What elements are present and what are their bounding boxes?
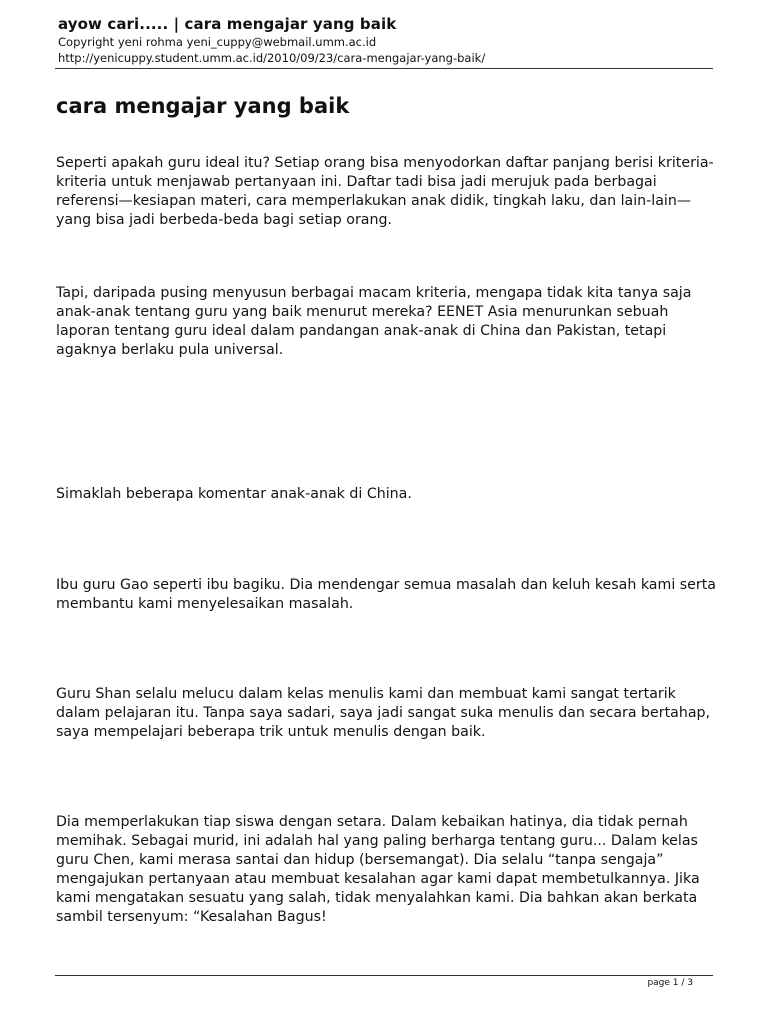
source-url[interactable]: http://yenicuppy.student.umm.ac.id/2010/09/23/cara-mengajar-yang-baik/ xyxy=(58,51,486,65)
paragraph-2: Tapi, daripada pusing menyusun berbagai macam kriteria, mengapa tidak kita tanya saja anak-anak tentang guru yang baik menurut mereka? EENET Asia menurunkan sebuah laporan tentang guru ideal dalam pandangan anak-anak di China dan Pakistan, tetapi agaknya berlaku pula universal. xyxy=(56,285,692,358)
paragraph-1: Seperti apakah guru ideal itu? Setiap orang bisa menyodorkan daftar panjang berisi kriteria-kriteria untuk menjawab pertanyaan ini. Daftar tadi bisa jadi merujuk pada berbagai referensi—kesiapan materi, cara memperlakukan anak didik, tingkah laku, dan lain-lain—yang bisa jadi berbeda-beda bagi setiap orang. xyxy=(56,155,714,228)
site-title: ayow cari..... | cara mengajar yang baik xyxy=(58,15,397,33)
paragraph-6: Dia memperlakukan tiap siswa dengan setara. Dalam kebaikan hatinya, dia tidak pernah memihak. Sebagai murid, ini adalah hal yang paling berharga tentang guru... Dalam kelas guru Chen, kami merasa santai dan hidup (bersemangat). Dia selalu “tanpa sengaja” mengajukan pertanyaan atau membuat kesalahan agar kami dapat membetulkannya. Jika kami mengatakan sesuatu yang salah, tidak menyalahkan kami. Dia bahkan akan berkata sambil tersenyum: “Kesalahan Bagus! xyxy=(56,814,700,925)
header-divider xyxy=(55,68,713,69)
page-indicator: page 1 / 3 xyxy=(647,978,693,988)
paragraph-3: Simaklah beberapa komentar anak-anak di China. xyxy=(56,486,412,502)
footer-divider xyxy=(55,975,713,976)
article-title: cara mengajar yang baik xyxy=(56,94,350,118)
paragraph-4: Ibu guru Gao seperti ibu bagiku. Dia mendengar semua masalah dan keluh kesah kami serta membantu kami menyelesaikan masalah. xyxy=(56,577,716,612)
paragraph-5: Guru Shan selalu melucu dalam kelas menulis kami dan membuat kami sangat tertarik dalam pelajaran itu. Tanpa saya sadari, saya jadi sangat suka menulis dan secara bertahap, saya mempelajari beberapa trik untuk menulis dengan baik. xyxy=(56,686,711,740)
document-header xyxy=(58,14,713,66)
copyright-line: Copyright yeni rohma yeni_cuppy@webmail.umm.ac.id xyxy=(58,35,377,49)
